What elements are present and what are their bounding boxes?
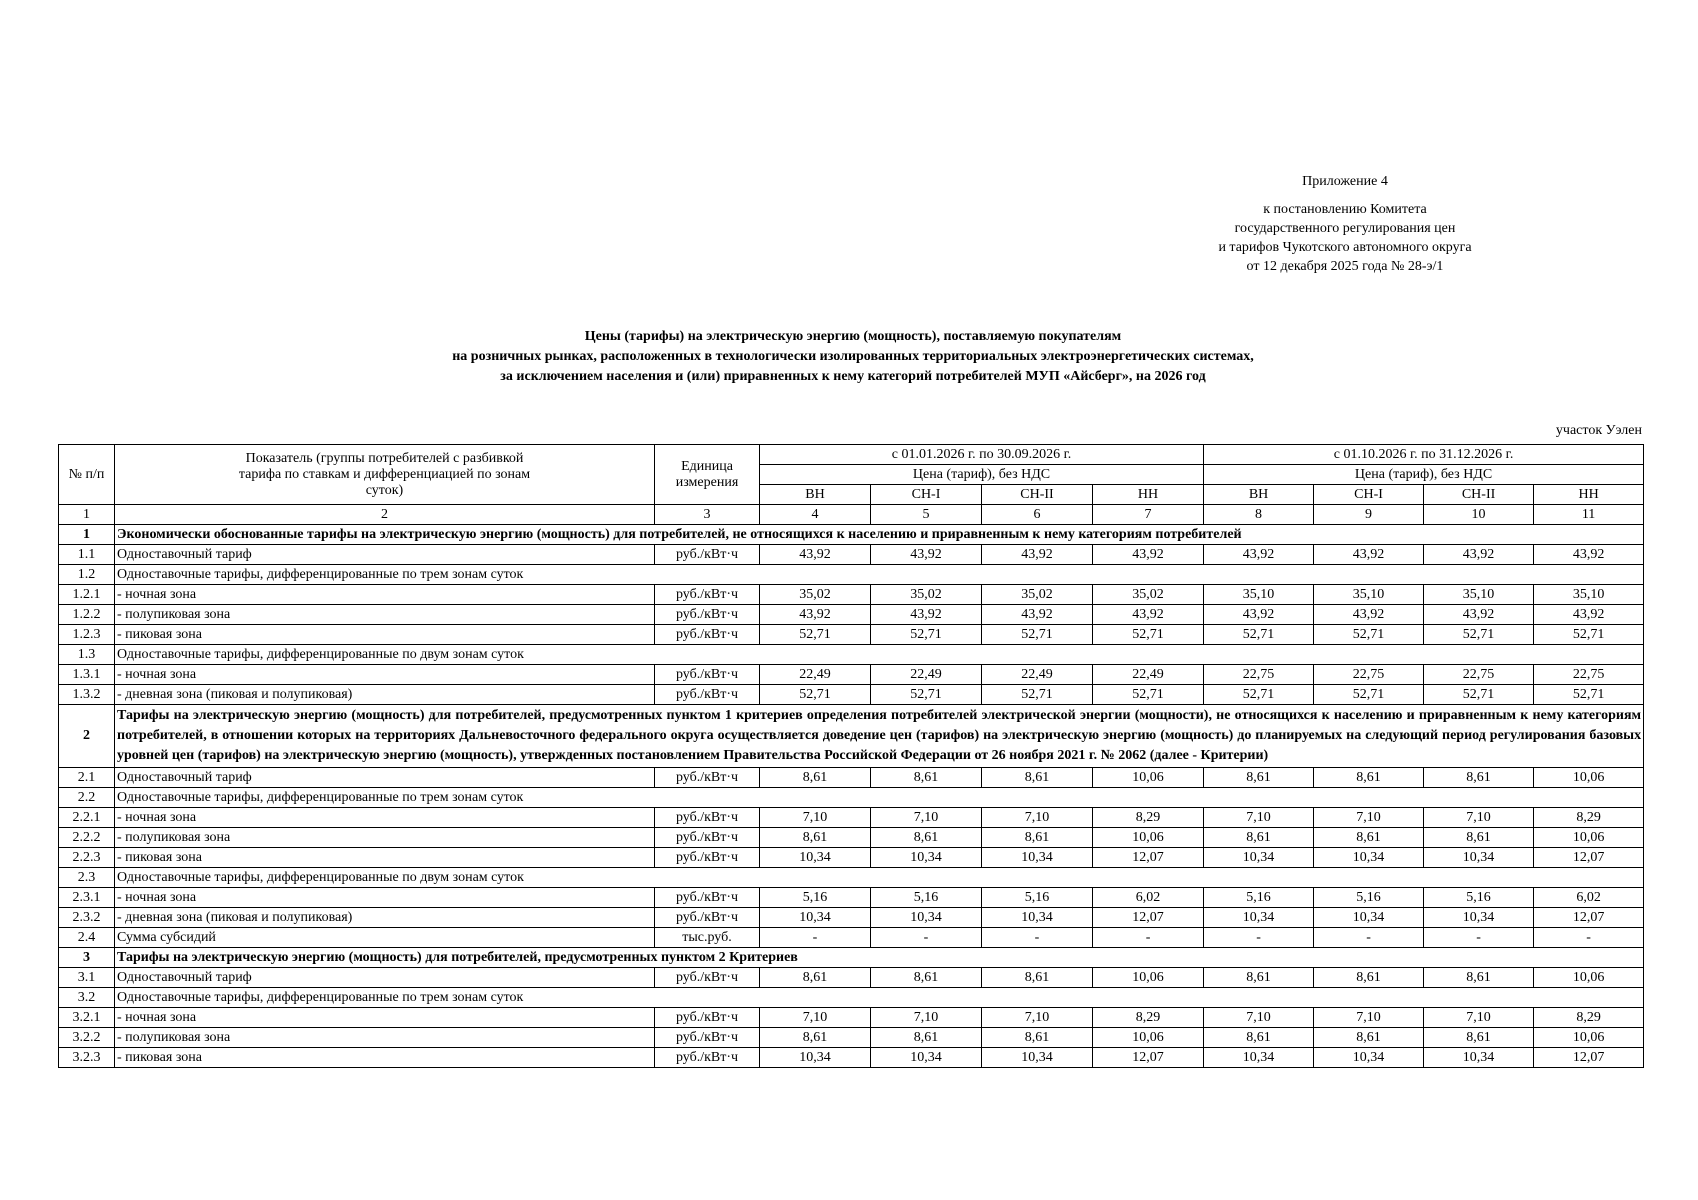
section-row xyxy=(59,948,1644,968)
appendix-block xyxy=(1150,172,1540,276)
table-row xyxy=(59,868,1644,888)
row-name: - ночная зона xyxy=(115,665,655,685)
row-name: - пиковая зона xyxy=(115,1048,655,1068)
row-value: 43,92 xyxy=(760,545,871,565)
row-value: 8,61 xyxy=(982,768,1093,788)
row-value: 10,06 xyxy=(1093,768,1204,788)
row-num: 2.2.1 xyxy=(59,808,115,828)
row-num: 2.1 xyxy=(59,768,115,788)
row-value: 43,92 xyxy=(1424,605,1534,625)
table-row xyxy=(59,848,1644,868)
row-value: 7,10 xyxy=(982,1008,1093,1028)
row-unit: руб./кВт·ч xyxy=(655,808,760,828)
row-value: 35,10 xyxy=(1534,585,1644,605)
row-value: 52,71 xyxy=(1204,685,1314,705)
table-row xyxy=(59,545,1644,565)
row-value: 10,34 xyxy=(760,848,871,868)
row-value: - xyxy=(982,928,1093,948)
section-num: 3 xyxy=(59,948,115,968)
row-value: 5,16 xyxy=(982,888,1093,908)
table-row xyxy=(59,585,1644,605)
row-value: 5,16 xyxy=(871,888,982,908)
row-value: 5,16 xyxy=(1204,888,1314,908)
row-value: 10,06 xyxy=(1534,1028,1644,1048)
row-value: 10,34 xyxy=(1424,908,1534,928)
table-row xyxy=(59,988,1644,1008)
row-value: 7,10 xyxy=(1204,808,1314,828)
row-value: 10,34 xyxy=(982,908,1093,928)
row-value: 43,92 xyxy=(871,605,982,625)
header-level: ВН xyxy=(1204,485,1314,505)
row-value: 12,07 xyxy=(1093,848,1204,868)
row-unit: руб./кВт·ч xyxy=(655,888,760,908)
table-row xyxy=(59,788,1644,808)
row-value: 12,07 xyxy=(1093,908,1204,928)
row-value: 43,92 xyxy=(760,605,871,625)
row-value: 43,92 xyxy=(1424,545,1534,565)
row-num: 1.2.3 xyxy=(59,625,115,645)
document-title xyxy=(58,327,1648,387)
row-num: 3.2.2 xyxy=(59,1028,115,1048)
row-value: - xyxy=(1424,928,1534,948)
row-value: - xyxy=(1093,928,1204,948)
row-value: 10,34 xyxy=(1424,1048,1534,1068)
row-value: 8,61 xyxy=(1204,1028,1314,1048)
row-value: 35,10 xyxy=(1424,585,1534,605)
row-value: 8,61 xyxy=(1424,1028,1534,1048)
row-value: 43,92 xyxy=(982,605,1093,625)
row-value: 52,71 xyxy=(1534,685,1644,705)
row-value: 8,29 xyxy=(1534,1008,1644,1028)
row-num: 3.2.3 xyxy=(59,1048,115,1068)
section-num: 1 xyxy=(59,525,115,545)
row-value: 22,75 xyxy=(1314,665,1424,685)
row-value: 5,16 xyxy=(1314,888,1424,908)
row-value: 7,10 xyxy=(871,808,982,828)
row-value: 10,34 xyxy=(982,1048,1093,1068)
row-value: 22,49 xyxy=(982,665,1093,685)
row-num: 3.1 xyxy=(59,968,115,988)
row-value: 8,61 xyxy=(1204,968,1314,988)
table-row xyxy=(59,968,1644,988)
header-price-1: Цена (тариф), без НДС xyxy=(760,465,1204,485)
header-colnum: 8 xyxy=(1204,505,1314,525)
row-value: 8,61 xyxy=(1424,968,1534,988)
row-value: 52,71 xyxy=(871,685,982,705)
row-value: 8,61 xyxy=(871,768,982,788)
row-value: 7,10 xyxy=(1424,808,1534,828)
section-row xyxy=(59,525,1644,545)
row-num: 3.2 xyxy=(59,988,115,1008)
header-colnum: 2 xyxy=(115,505,655,525)
row-name: - ночная зона xyxy=(115,888,655,908)
row-value: 35,10 xyxy=(1314,585,1424,605)
row-name: Сумма субсидий xyxy=(115,928,655,948)
row-value: 10,34 xyxy=(760,1048,871,1068)
row-value: 43,92 xyxy=(1093,605,1204,625)
row-value: 52,71 xyxy=(1314,625,1424,645)
row-value: 43,92 xyxy=(1314,545,1424,565)
header-colnum: 10 xyxy=(1424,505,1534,525)
row-name: Одноставочные тарифы, дифференцированные по двум зонам суток xyxy=(115,868,1644,888)
row-value: 43,92 xyxy=(1204,545,1314,565)
row-value: 35,02 xyxy=(871,585,982,605)
row-value: 8,61 xyxy=(871,968,982,988)
appendix-line: и тарифов Чукотского автономного округа xyxy=(1218,240,1472,255)
row-value: 43,92 xyxy=(1093,545,1204,565)
header-unit: Единица измерения xyxy=(655,445,760,505)
row-value: 5,16 xyxy=(1424,888,1534,908)
row-value: 8,61 xyxy=(1204,828,1314,848)
section-area-label: участок Уэлен xyxy=(1555,423,1642,438)
table-row xyxy=(59,828,1644,848)
title-line: на розничных рынках, расположенных в технологически изолированных территориальных электроэнергетических системах, xyxy=(452,349,1254,364)
row-value: 43,92 xyxy=(1314,605,1424,625)
header-price-2: Цена (тариф), без НДС xyxy=(1204,465,1644,485)
table-row xyxy=(59,1008,1644,1028)
row-value: 8,61 xyxy=(1204,768,1314,788)
section-num: 2 xyxy=(59,705,115,768)
row-name: Одноставочные тарифы, дифференцированные по трем зонам суток xyxy=(115,788,1644,808)
row-value: 8,61 xyxy=(982,1028,1093,1048)
row-value: 10,34 xyxy=(1204,908,1314,928)
row-value: 7,10 xyxy=(1314,808,1424,828)
table-row xyxy=(59,928,1644,948)
row-value: 10,34 xyxy=(871,1048,982,1068)
row-value: 12,07 xyxy=(1534,908,1644,928)
row-num: 2.2.2 xyxy=(59,828,115,848)
row-name: Одноставочные тарифы, дифференцированные по двум зонам суток xyxy=(115,645,1644,665)
row-value: 52,71 xyxy=(871,625,982,645)
table-row xyxy=(59,808,1644,828)
row-unit: руб./кВт·ч xyxy=(655,768,760,788)
row-name: - полупиковая зона xyxy=(115,605,655,625)
table-row xyxy=(59,1028,1644,1048)
row-value: 52,71 xyxy=(760,625,871,645)
row-value: 35,02 xyxy=(982,585,1093,605)
row-name: - ночная зона xyxy=(115,1008,655,1028)
row-name: Одноставочный тариф xyxy=(115,968,655,988)
table-row xyxy=(59,645,1644,665)
row-unit: тыс.руб. xyxy=(655,928,760,948)
header-colnum: 11 xyxy=(1534,505,1644,525)
appendix-title: Приложение 4 xyxy=(1302,174,1388,189)
table-row xyxy=(59,625,1644,645)
row-value: 8,61 xyxy=(1314,828,1424,848)
row-value: 12,07 xyxy=(1534,1048,1644,1068)
row-num: 2.3.1 xyxy=(59,888,115,908)
row-value: - xyxy=(1314,928,1424,948)
row-value: 10,34 xyxy=(1424,848,1534,868)
section-row xyxy=(59,705,1644,768)
row-unit: руб./кВт·ч xyxy=(655,1008,760,1028)
row-value: 10,34 xyxy=(1314,1048,1424,1068)
row-unit: руб./кВт·ч xyxy=(655,605,760,625)
row-value: 10,34 xyxy=(871,908,982,928)
table-row xyxy=(59,565,1644,585)
row-value: 10,06 xyxy=(1093,1028,1204,1048)
row-value: 6,02 xyxy=(1534,888,1644,908)
row-value: 8,61 xyxy=(871,828,982,848)
row-value: 52,71 xyxy=(1424,685,1534,705)
row-value: 35,02 xyxy=(1093,585,1204,605)
row-value: 52,71 xyxy=(1093,685,1204,705)
table-row xyxy=(59,665,1644,685)
row-value: 7,10 xyxy=(1314,1008,1424,1028)
table-row xyxy=(59,685,1644,705)
row-num: 1.1 xyxy=(59,545,115,565)
header-level: ВН xyxy=(760,485,871,505)
row-value: 35,10 xyxy=(1204,585,1314,605)
row-value: 8,61 xyxy=(1424,768,1534,788)
row-value: 10,34 xyxy=(1204,848,1314,868)
row-unit: руб./кВт·ч xyxy=(655,545,760,565)
row-value: 6,02 xyxy=(1093,888,1204,908)
row-value: 8,61 xyxy=(760,1028,871,1048)
row-unit: руб./кВт·ч xyxy=(655,685,760,705)
row-value: 7,10 xyxy=(760,1008,871,1028)
row-value: - xyxy=(1534,928,1644,948)
row-value: 10,34 xyxy=(1204,1048,1314,1068)
row-value: 22,49 xyxy=(1093,665,1204,685)
row-value: 7,10 xyxy=(1424,1008,1534,1028)
row-value: 43,92 xyxy=(871,545,982,565)
row-name: - ночная зона xyxy=(115,808,655,828)
row-unit: руб./кВт·ч xyxy=(655,908,760,928)
header-colnum: 6 xyxy=(982,505,1093,525)
row-num: 1.2.1 xyxy=(59,585,115,605)
row-value: 7,10 xyxy=(760,808,871,828)
row-value: 52,71 xyxy=(760,685,871,705)
row-value: 10,34 xyxy=(1314,908,1424,928)
row-value: 43,92 xyxy=(982,545,1093,565)
row-num: 3.2.1 xyxy=(59,1008,115,1028)
row-value: 43,92 xyxy=(1534,545,1644,565)
row-value: 12,07 xyxy=(1093,1048,1204,1068)
row-num: 2.3.2 xyxy=(59,908,115,928)
table-body xyxy=(59,525,1644,1068)
table-row xyxy=(59,605,1644,625)
row-value: 10,06 xyxy=(1534,768,1644,788)
header-level: НН xyxy=(1534,485,1644,505)
row-num: 1.3 xyxy=(59,645,115,665)
row-name: - пиковая зона xyxy=(115,848,655,868)
row-value: 8,61 xyxy=(1314,968,1424,988)
header-colnum: 3 xyxy=(655,505,760,525)
row-value: 43,92 xyxy=(1204,605,1314,625)
row-value: 7,10 xyxy=(1204,1008,1314,1028)
row-name: - пиковая зона xyxy=(115,625,655,645)
row-value: 8,61 xyxy=(1314,768,1424,788)
header-colnum: 5 xyxy=(871,505,982,525)
appendix-line: от 12 декабря 2025 года № 28-э/1 xyxy=(1246,259,1444,274)
row-value: 35,02 xyxy=(760,585,871,605)
row-name: Одноставочные тарифы, дифференцированные по трем зонам суток xyxy=(115,565,1644,585)
row-num: 1.3.2 xyxy=(59,685,115,705)
row-value: 10,06 xyxy=(1534,968,1644,988)
row-value: 7,10 xyxy=(871,1008,982,1028)
row-value: 10,34 xyxy=(982,848,1093,868)
row-value: 8,29 xyxy=(1534,808,1644,828)
row-value: 22,75 xyxy=(1534,665,1644,685)
row-name: Одноставочные тарифы, дифференцированные по трем зонам суток xyxy=(115,988,1644,1008)
header-period-1: с 01.01.2026 г. по 30.09.2026 г. xyxy=(760,445,1204,465)
row-num: 1.2 xyxy=(59,565,115,585)
row-value: - xyxy=(871,928,982,948)
header-level: СН-I xyxy=(871,485,982,505)
header-colnum: 4 xyxy=(760,505,871,525)
row-value: 7,10 xyxy=(982,808,1093,828)
row-name: - дневная зона (пиковая и полупиковая) xyxy=(115,908,655,928)
tariff-table xyxy=(58,444,1644,1068)
section-text: Тарифы на электрическую энергию (мощность) для потребителей, предусмотренных пунктом 2 Критериев xyxy=(115,948,1644,968)
row-value: - xyxy=(1204,928,1314,948)
header-colnum: 9 xyxy=(1314,505,1424,525)
row-unit: руб./кВт·ч xyxy=(655,665,760,685)
table-row xyxy=(59,888,1644,908)
row-unit: руб./кВт·ч xyxy=(655,968,760,988)
row-name: Одноставочный тариф xyxy=(115,768,655,788)
row-unit: руб./кВт·ч xyxy=(655,585,760,605)
header-colnums-row xyxy=(59,505,1644,525)
row-num: 1.2.2 xyxy=(59,605,115,625)
title-line: Цены (тарифы) на электрическую энергию (мощность), поставляемую покупателям xyxy=(584,329,1122,344)
row-value: 52,71 xyxy=(1314,685,1424,705)
header-period-2: с 01.10.2026 г. по 31.12.2026 г. xyxy=(1204,445,1644,465)
header-level: СН-II xyxy=(1424,485,1534,505)
row-value: 8,29 xyxy=(1093,808,1204,828)
header-colnum: 1 xyxy=(59,505,115,525)
row-value: 22,49 xyxy=(871,665,982,685)
row-value: - xyxy=(760,928,871,948)
row-value: 8,61 xyxy=(1424,828,1534,848)
header-level: СН-I xyxy=(1314,485,1424,505)
row-name: - дневная зона (пиковая и полупиковая) xyxy=(115,685,655,705)
title-line: за исключением населения и (или) приравненных к нему категорий потребителей МУП «Айсберг», на 2026 год xyxy=(500,369,1206,384)
row-value: 52,71 xyxy=(982,685,1093,705)
row-unit: руб./кВт·ч xyxy=(655,1028,760,1048)
row-value: 52,71 xyxy=(1204,625,1314,645)
row-name: - полупиковая зона xyxy=(115,828,655,848)
row-value: 12,07 xyxy=(1534,848,1644,868)
row-num: 2.3 xyxy=(59,868,115,888)
row-value: 22,49 xyxy=(760,665,871,685)
header-num: № п/п xyxy=(59,445,115,505)
row-value: 10,34 xyxy=(871,848,982,868)
appendix-line: к постановлению Комитета xyxy=(1263,202,1427,217)
row-value: 52,71 xyxy=(1424,625,1534,645)
row-value: 52,71 xyxy=(1093,625,1204,645)
table-row xyxy=(59,908,1644,928)
row-name: Одноставочный тариф xyxy=(115,545,655,565)
header-level: НН xyxy=(1093,485,1204,505)
row-value: 52,71 xyxy=(982,625,1093,645)
section-text: Экономически обоснованные тарифы на электрическую энергию (мощность) для потребителей, не относящихся к населению и приравненным к нему категориям потребителей xyxy=(115,525,1644,545)
section-text: Тарифы на электрическую энергию (мощность) для потребителей, предусмотренных пунктом 1 критериев определения потребителей электрической энергии (мощности), не относящихся к населению и приравненным к нему категориям потребителей, в отношении которых на территориях Дальневосточного федерального округа осуществляется доведение цен (тарифов) на электрическую энергию (мощность) до планируемых на следующий период регулирования базовых уровней цен (тарифов) на электрическую энергию (мощность), утвержденных постановлением Правительства Российской Федерации от 26 ноября 2021 г. № 2062 (далее - Критерии) xyxy=(115,705,1644,768)
row-unit: руб./кВт·ч xyxy=(655,848,760,868)
row-value: 8,61 xyxy=(871,1028,982,1048)
row-num: 2.4 xyxy=(59,928,115,948)
row-value: 52,71 xyxy=(1534,625,1644,645)
row-value: 22,75 xyxy=(1204,665,1314,685)
row-value: 8,29 xyxy=(1093,1008,1204,1028)
row-value: 8,61 xyxy=(982,828,1093,848)
row-value: 8,61 xyxy=(760,768,871,788)
row-value: 43,92 xyxy=(1534,605,1644,625)
row-unit: руб./кВт·ч xyxy=(655,828,760,848)
appendix-line: государственного регулирования цен xyxy=(1234,221,1456,236)
row-name: - полупиковая зона xyxy=(115,1028,655,1048)
table-row xyxy=(59,1048,1644,1068)
row-num: 2.2 xyxy=(59,788,115,808)
row-num: 1.3.1 xyxy=(59,665,115,685)
row-value: 10,34 xyxy=(1314,848,1424,868)
row-value: 8,61 xyxy=(760,968,871,988)
row-value: 10,34 xyxy=(760,908,871,928)
header-indicator: Показатель (группы потребителей с разбивкой тарифа по ставкам и дифференциацией по зонам суток) xyxy=(115,445,655,505)
row-name: - ночная зона xyxy=(115,585,655,605)
row-value: 8,61 xyxy=(1314,1028,1424,1048)
row-num: 2.2.3 xyxy=(59,848,115,868)
header-level: СН-II xyxy=(982,485,1093,505)
row-value: 10,06 xyxy=(1534,828,1644,848)
row-value: 10,06 xyxy=(1093,828,1204,848)
row-unit: руб./кВт·ч xyxy=(655,625,760,645)
row-value: 22,75 xyxy=(1424,665,1534,685)
row-value: 5,16 xyxy=(760,888,871,908)
row-value: 10,06 xyxy=(1093,968,1204,988)
row-unit: руб./кВт·ч xyxy=(655,1048,760,1068)
row-value: 8,61 xyxy=(982,968,1093,988)
header-row xyxy=(59,445,1644,465)
row-value: 8,61 xyxy=(760,828,871,848)
header-colnum: 7 xyxy=(1093,505,1204,525)
table-row xyxy=(59,768,1644,788)
